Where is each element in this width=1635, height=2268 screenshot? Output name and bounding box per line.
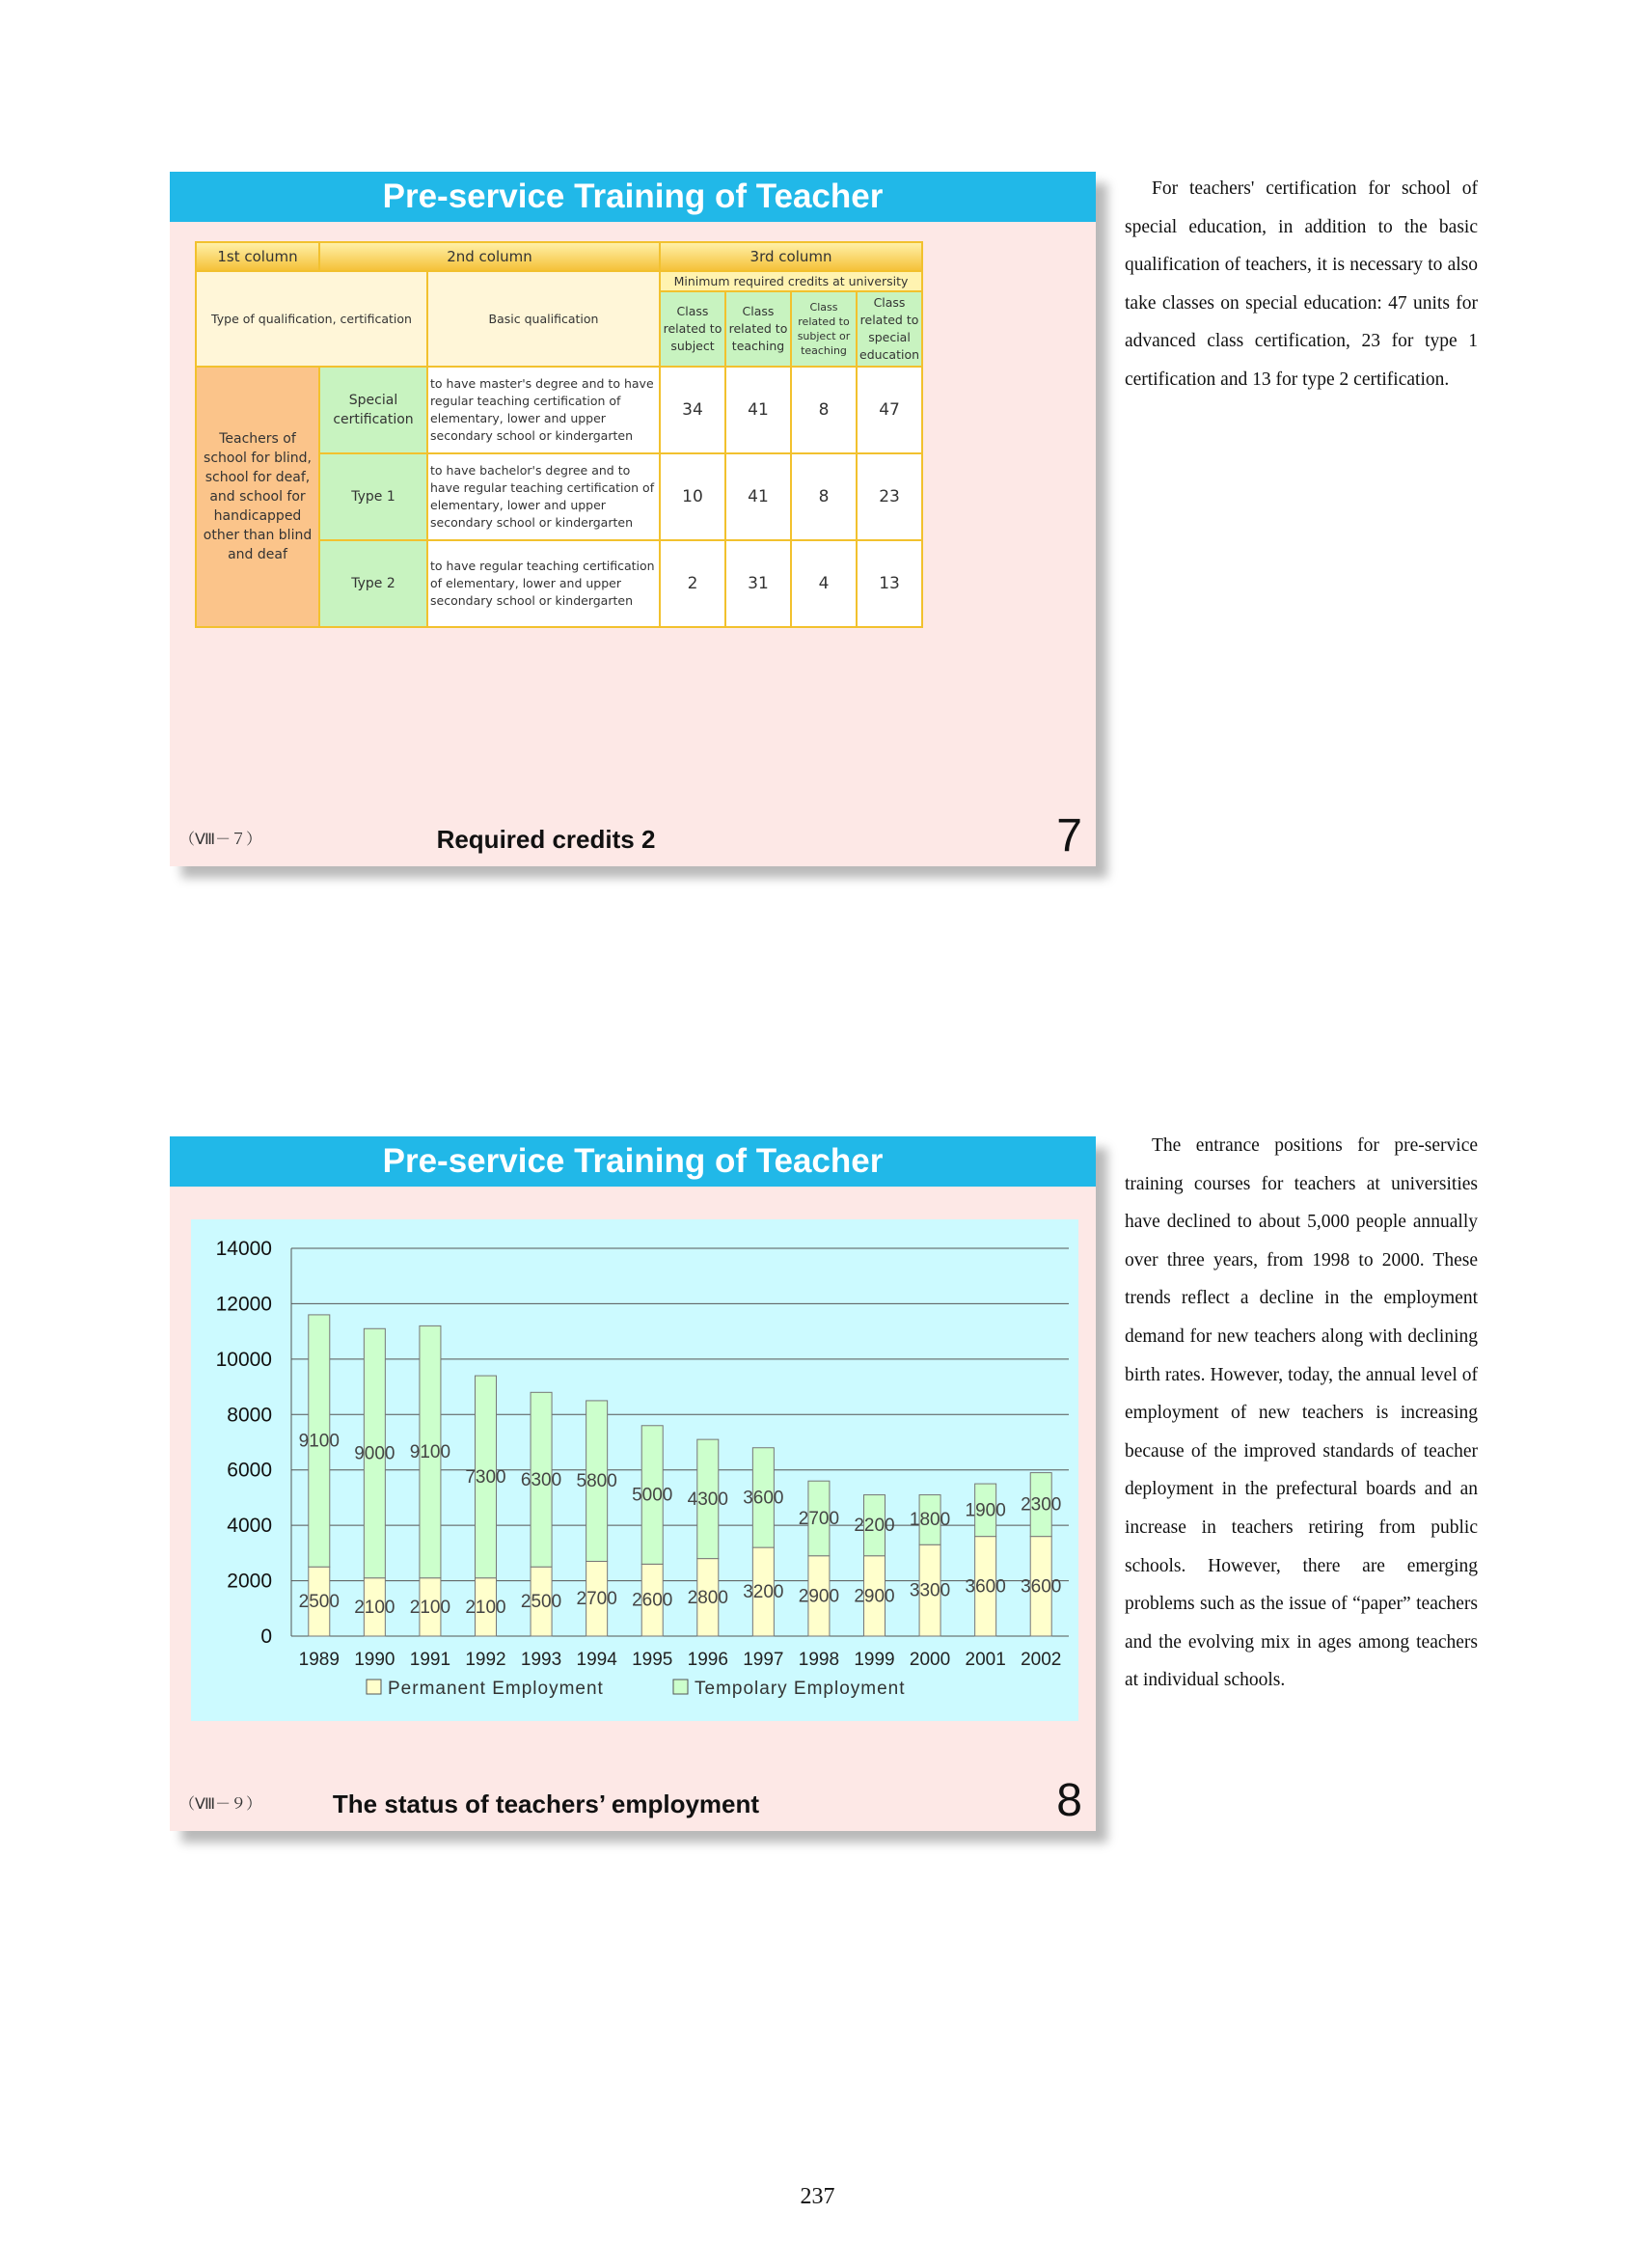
legend-label: Permanent Employment bbox=[388, 1679, 604, 1699]
y-tick-label: 4000 bbox=[227, 1515, 272, 1538]
sub-header: Class related to special education bbox=[857, 291, 922, 367]
x-tick-label: 1996 bbox=[687, 1650, 728, 1670]
basic-label: Basic qualification bbox=[427, 271, 660, 367]
paragraph: For teachers' certification for school of special education, in addition to the basic qualification of teachers, it is necessary to also take classes on special education: 47 units for advanced class certification, 23 for type 1 certification and 13 for type 2 certification. bbox=[1125, 178, 1478, 390]
legend-label: Tempolary Employment bbox=[695, 1679, 906, 1699]
data-label-permanent: 3300 bbox=[909, 1580, 951, 1601]
slide-number: 7 bbox=[1056, 810, 1082, 861]
data-label-temporary: 2200 bbox=[854, 1516, 895, 1537]
cert-type: Type 1 bbox=[319, 453, 427, 540]
credit-value: 4 bbox=[791, 540, 857, 627]
data-label-permanent: 3600 bbox=[965, 1576, 1006, 1598]
page-number: 237 bbox=[800, 2184, 835, 2209]
credit-value: 41 bbox=[725, 453, 791, 540]
data-label-temporary: 5000 bbox=[632, 1485, 673, 1506]
x-tick-label: 1998 bbox=[798, 1650, 840, 1670]
slide-reference: （Ⅷ－７） bbox=[179, 830, 262, 848]
basic-qualification: to have regular teaching certification of elementary, lower and upper secondary school or kindergarten bbox=[427, 540, 660, 627]
x-tick-label: 1997 bbox=[743, 1650, 784, 1670]
data-label-permanent: 2900 bbox=[854, 1586, 895, 1607]
data-label-permanent: 2600 bbox=[632, 1590, 673, 1611]
x-tick-label: 1992 bbox=[465, 1650, 506, 1670]
y-tick-label: 12000 bbox=[215, 1293, 272, 1316]
data-label-permanent: 2100 bbox=[465, 1597, 506, 1618]
chart-panel bbox=[191, 1219, 1078, 1721]
credit-value: 23 bbox=[857, 453, 922, 540]
credit-value: 47 bbox=[857, 367, 922, 453]
data-label-permanent: 3200 bbox=[743, 1582, 784, 1603]
data-label-temporary: 1900 bbox=[965, 1500, 1006, 1521]
column-header: 3rd column bbox=[660, 242, 922, 271]
x-tick-label: 1999 bbox=[854, 1650, 895, 1670]
credit-value: 8 bbox=[791, 453, 857, 540]
paragraph: The entrance positions for pre-service training courses for teachers at universities have declined to about 5,000 people annually over three years, from 1998 to 2000. These trends reflect a decline in the employment demand for new teachers along with declining birth rates. However, today, the annual level of employment of new teachers is increasing because of the improved standards of teacher deployment in the prefectural boards and an increase in teachers retiring from public schools. However, there are emerging problems such as the issue of “paper” teachers and the evolving mix in ages among teachers at individual schools. bbox=[1125, 1135, 1478, 1691]
credit-value: 8 bbox=[791, 367, 857, 453]
legend-swatch bbox=[367, 1680, 381, 1694]
data-label-temporary: 2700 bbox=[798, 1508, 840, 1529]
cert-type: Type 2 bbox=[319, 540, 427, 627]
slide-reference: （Ⅷ－９） bbox=[179, 1794, 262, 1813]
credits-table bbox=[195, 241, 923, 628]
data-label-permanent: 2100 bbox=[409, 1597, 451, 1618]
legend-swatch bbox=[673, 1680, 688, 1694]
sub-header: Class related to subject or teaching bbox=[791, 291, 857, 367]
y-tick-label: 14000 bbox=[215, 1238, 272, 1260]
x-tick-label: 1990 bbox=[354, 1650, 395, 1670]
slide-title: Pre-service Training of Teacher bbox=[170, 172, 1096, 222]
group-label: Teachers of school for blind, school for deaf, and school for handicapped other than blind and deaf bbox=[196, 367, 319, 627]
data-label-permanent: 2900 bbox=[798, 1586, 840, 1607]
y-tick-label: 0 bbox=[260, 1626, 272, 1648]
y-tick-label: 8000 bbox=[227, 1404, 272, 1427]
x-tick-label: 2001 bbox=[965, 1650, 1006, 1670]
data-label-temporary: 9100 bbox=[298, 1431, 340, 1452]
slide-number: 8 bbox=[1056, 1775, 1082, 1826]
slide-caption: The status of teachers’ employment bbox=[332, 1790, 760, 1818]
data-label-temporary: 7300 bbox=[465, 1466, 506, 1488]
x-tick-label: 1993 bbox=[520, 1650, 562, 1670]
x-tick-label: 2000 bbox=[909, 1650, 951, 1670]
x-tick-label: 2002 bbox=[1021, 1650, 1062, 1670]
x-tick-label: 1989 bbox=[298, 1650, 340, 1670]
data-label-permanent: 3600 bbox=[1021, 1576, 1062, 1598]
data-label-temporary: 5800 bbox=[576, 1471, 617, 1492]
y-tick-label: 2000 bbox=[227, 1570, 272, 1593]
sub-header: Class related to subject bbox=[660, 291, 725, 367]
data-label-temporary: 6300 bbox=[520, 1469, 562, 1490]
slide-required-credits bbox=[170, 172, 1096, 866]
x-tick-label: 1995 bbox=[632, 1650, 673, 1670]
slide-title: Pre-service Training of Teacher bbox=[170, 1136, 1096, 1187]
data-label-temporary: 1800 bbox=[909, 1510, 951, 1531]
employment-chart bbox=[191, 1219, 1078, 1721]
data-label-permanent: 2700 bbox=[576, 1589, 617, 1610]
type-label: Type of qualification, certification bbox=[196, 271, 427, 367]
data-label-permanent: 2500 bbox=[298, 1592, 340, 1613]
credit-value: 34 bbox=[660, 367, 725, 453]
explanation-text-1 bbox=[1125, 170, 1478, 399]
basic-qualification: to have master's degree and to have regular teaching certification of elementary, lower and upper secondary school or kindergarten bbox=[427, 367, 660, 453]
slide-teacher-employment bbox=[170, 1136, 1096, 1831]
x-tick-label: 1991 bbox=[409, 1650, 451, 1670]
min-credits-header: Minimum required credits at university bbox=[660, 271, 922, 291]
explanation-text-2 bbox=[1125, 1127, 1478, 1700]
slide-caption: Required credits 2 bbox=[436, 825, 656, 854]
credit-value: 31 bbox=[725, 540, 791, 627]
data-label-permanent: 2500 bbox=[520, 1592, 562, 1613]
data-label-temporary: 9100 bbox=[409, 1442, 451, 1463]
data-label-temporary: 9000 bbox=[354, 1443, 395, 1464]
credit-value: 2 bbox=[660, 540, 725, 627]
credit-value: 13 bbox=[857, 540, 922, 627]
data-label-permanent: 2800 bbox=[687, 1587, 728, 1608]
credit-value: 41 bbox=[725, 367, 791, 453]
y-tick-label: 6000 bbox=[227, 1459, 272, 1482]
column-header: 2nd column bbox=[319, 242, 660, 271]
credit-value: 10 bbox=[660, 453, 725, 540]
basic-qualification: to have bachelor's degree and to have regular teaching certification of elementary, lower and upper secondary school or kindergarten bbox=[427, 453, 660, 540]
column-header: 1st column bbox=[196, 242, 319, 271]
y-tick-label: 10000 bbox=[215, 1348, 272, 1371]
data-label-permanent: 2100 bbox=[354, 1597, 395, 1618]
cert-type: Special certification bbox=[319, 367, 427, 453]
sub-header: Class related to teaching bbox=[725, 291, 791, 367]
data-label-temporary: 4300 bbox=[687, 1489, 728, 1510]
data-label-temporary: 2300 bbox=[1021, 1494, 1062, 1516]
x-tick-label: 1994 bbox=[576, 1650, 617, 1670]
data-label-temporary: 3600 bbox=[743, 1488, 784, 1509]
